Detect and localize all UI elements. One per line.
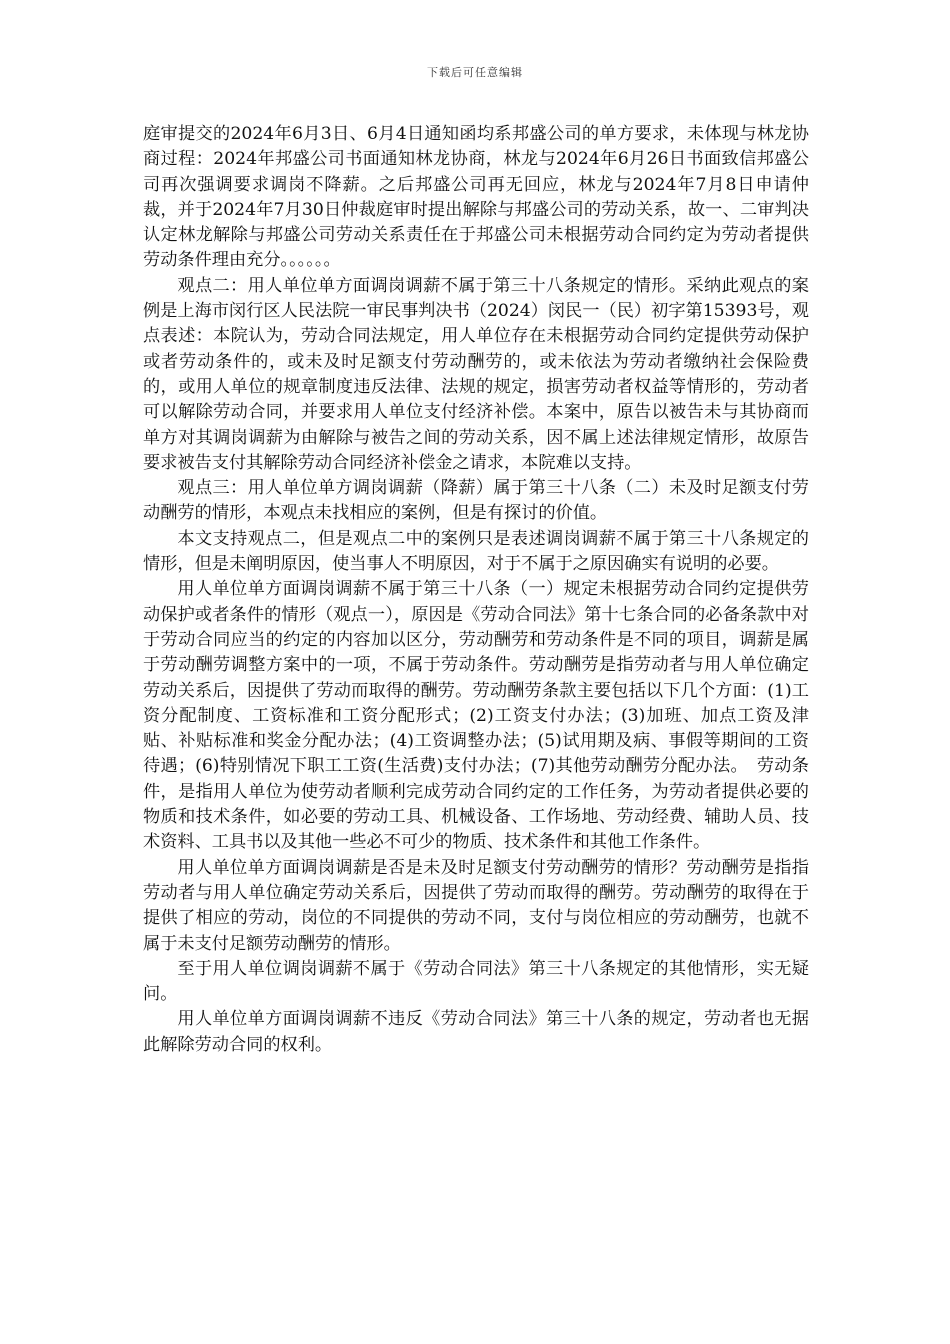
paragraph-analysis-payment: 用人单位单方面调岗调薪是否是未及时足额支付劳动酬劳的情形？劳动酬劳是指指劳动者与用人单位确定劳动关系后，因提供了劳动而取得的酬劳。劳动酬劳的取得在于提供了相应的劳动，岗位的不同提供的劳动不同，支付与岗位相应的劳动酬劳，也就不属于未支付足额劳动酬劳的情形。 bbox=[143, 857, 809, 954]
page-header: 下载后可任意编辑 bbox=[427, 66, 523, 79]
paragraph-author-position: 本文支持观点二，但是观点二中的案例只是表述调岗调薪不属于第三十八条规定的情形，但是未阐明原因，使当事人不明原因，对于不属于之原因确实有说明的必要。 bbox=[143, 528, 809, 575]
paragraph-other-circumstances: 至于用人单位调岗调薪不属于《劳动合同法》第三十八条规定的其他情形，实无疑问。 bbox=[143, 958, 809, 1005]
paragraph-conclusion: 用人单位单方面调岗调薪不违反《劳动合同法》第三十八条的规定，劳动者也无据此解除劳动合同的权利。 bbox=[143, 1009, 809, 1055]
paragraph-viewpoint-two: 观点二：用人单位单方面调岗调薪不属于第三十八条规定的情形。采纳此观点的案例是上海市闵行区人民法院一审民事判决书（2024）闵民一（民）初字第15393号，观点表述：本院认为，劳动合同法规定，用人单位存在未根据劳动合同约定提供劳动保护或者劳动条件的，或未及时足额支付劳动酬劳的，或未依法为劳动者缴纳社会保险费的，或用人单位的规章制度违反法律、法规的规定，损害劳动者权益等情形的，劳动者可以解除劳动合同，并要求用人单位支付经济补偿。本案中，原告以被告未与其协商而单方对其调岗调薪为由解除与被告之间的劳动关系，因不属上述法律规定情形，故原告要求被告支付其解除劳动合同经济补偿金之请求，本院难以支持。 bbox=[143, 275, 809, 473]
document-body bbox=[143, 122, 809, 1058]
paragraph-viewpoint-three: 观点三：用人单位单方调岗调薪（降薪）属于第三十八条（二）未及时足额支付劳动酬劳的情形，本观点未找相应的案例，但是有探讨的价值。 bbox=[143, 478, 809, 524]
paragraph-continuation: 庭审提交的2024年6月3日、6月4日通知函均系邦盛公司的单方要求，未体现与林龙协商过程：2024年邦盛公司书面通知林龙协商，林龙与2024年6月26日书面致信邦盛公司再次强调要求调岗不降薪。之后邦盛公司再无回应，林龙与2024年7月8日申请仲裁，并于2024年7月30日仲裁庭审时提出解除与邦盛公司的劳动关系，故一、二审判决认定林龙解除与邦盛公司劳动关系责任在于邦盛公司未根据劳动合同约定为劳动者提供劳动条件理由充分。。。。。。 bbox=[143, 124, 809, 271]
paragraph-analysis-remuneration: 用人单位单方面调岗调薪不属于第三十八条（一）规定未根据劳动合同约定提供劳动保护或者条件的情形（观点一），原因是《劳动合同法》第十七条合同的必备条款中对于劳动合同应当的约定的内容加以区分，劳动酬劳和劳动条件是不同的项目，调薪是属于劳动酬劳调整方案中的一项，不属于劳动条件。劳动酬劳是指劳动者与用人单位确定劳动关系后，因提供了劳动而取得的酬劳。劳动酬劳条款主要包括以下几个方面：(1)工资分配制度、工资标准和工资分配形式；(2)工资支付办法；(3)加班、加点工资及津贴、补贴标准和奖金分配办法；(4)工资调整办法；(5)试用期及病、事假等期间的工资待遇；(6)特别情况下职工工资(生活费)支付办法；(7)其他劳动酬劳分配办法。 劳动条件，是指用人单位为使劳动者顺利完成劳动合同约定的工作任务，为劳动者提供必要的物质和技术条件，如必要的劳动工具、机械设备、工作场地、劳动经费、辅助人员、技术资料、工具书以及其他一些必不可少的物质、技术条件和其他工作条件。 bbox=[143, 579, 809, 853]
